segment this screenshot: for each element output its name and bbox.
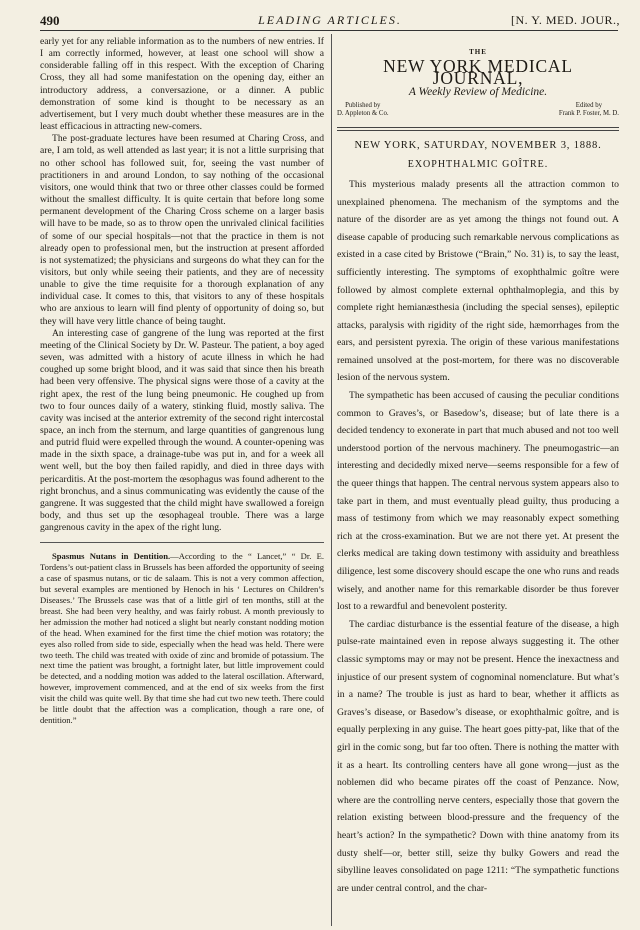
masthead-subtitle: A Weekly Review of Medicine. — [408, 86, 548, 99]
right-column — [337, 36, 619, 926]
publisher-block — [337, 102, 389, 118]
section-rule — [40, 542, 324, 543]
running-title: LEADING ARTICLES. — [258, 13, 402, 27]
article-title: EXOPHTHALMIC GOÎTRE. — [407, 158, 549, 170]
running-header — [40, 10, 620, 32]
edited-label: Edited by — [575, 101, 603, 109]
note-text: —According to the “ Lancet,” “ Dr. E. Tordens’s out-patient class in Brussels has been afforded the opportunity of seeing a case of spasmus nutans, or tic de salaam. This is not a very common affection, but several examples are mentioned by Henoch in his ‘ Lectures on Children’s Diseases.’ The Brussels case was that of a little girl of ten months, still at the breast. She had been very healthy, and was fairly robust. A month previously to her admission the mother had noticed a slight but nearly constant nodding motion of the head. When examined for the first time the chief motion was rotatory; the eyes also rolled from side to side, especially when the head was held. There were two teeth. The child was treated with oxide of zinc and bromide of potassium. The next time the patient was brought, a fortnight later, but little improvement could be detected, and a nodding motion was added to the lateral oscillation. Afterward, however, improvement commenced, and at the end of six weeks from the first visit the child was quite well. By that time she had cut two new teeth. There could be little doubt that the affection was a complication, though a rare one, of dentition.” — [40, 551, 324, 725]
masthead-credits — [337, 102, 619, 124]
editor-name: Frank P. Foster, M. D. — [558, 109, 619, 117]
masthead — [337, 46, 619, 99]
left-column — [40, 36, 324, 926]
journal-reference: [N. Y. MED. JOUR., — [510, 13, 620, 27]
spasmus-note — [40, 551, 324, 726]
published-label: Published by — [345, 101, 381, 109]
left-paragraph-2: The post-graduate lectures have been resumed at Charing Cross, and are, I am told, as well attended as last year; it is not a little surprising that no other school has followed suit, for, seeing the vast number of practitioners in and around London, to say nothing of the occasional visitors, one would think that two or three other classes could be formed without the smallest difficulty. It is quite certain that before long some permanent development of the Charing Cross scheme on a larger basis will have to be made, so as to throw open the unrivaled clinical facilities of some of our special hospitals—not that the practice in them is not already open to professional men, but the instruction at present afforded is not systematized; the physicians and surgeons do what they can for the visitors, but only while seeing their patients, and they are of necessity unable to give the time requisite for a thorough explanation of any individual case. It comes to this, that visitors to any of these hospitals who are anxious to learn will find plenty of opportunity of doing so, but they will have very little chance of being taught. — [40, 133, 324, 327]
dateline: NEW YORK, SATURDAY, NOVEMBER 3, 1888. — [354, 139, 602, 151]
publisher-name: D. Appleton & Co. — [337, 109, 389, 117]
article-paragraph-1: This mysterious malady presents all the attraction common to unexplained phenomena. The mechanism of the symptoms and the nature of the disorder are as yet among the things not found out. A disease capable of producing such remarkable nervous complications as existed in a case cited by Bristowe (“Brain,” No. 31) is, to say the least, sufficiently interesting. The symptoms of exophthalmic goître were followed by almost complete external ophthalmoplegia, and this by complete right hemianæsthesia (including the special senses), epileptic attacks, paralysis with rigidity of the right side, hæmorrhages from the ears, and persistent pyrexia. The origin of these various manifestations remained unsolved at the post-mortem, for there was no discoverable lesion of the nervous system. — [337, 178, 619, 384]
article-paragraph-2: The sympathetic has been accused of causing the peculiar conditions common to Graves’s, or Basedow’s, disease; but of late there is a decided tendency to exonerate in part that much abused and not too well understood portion of the nervous machinery. The pneumogastric—an interesting and decidedly mixed nerve—seems responsible for a few of the queer things that happen. The central nervous system appears also to take part in them, and must eventually plead guilty, thus producing a mass of testimony from which we may reasonably expect something rich at the cross-examination. But we are not there yet. At present the clerks medical are taking down testimony with assiduity and breathless diligence, lest some discovery should escape the one who runs and reads wisely, and another name for this remarkable disorder be thus forever lost to a rewardful and benevolent posterity. — [337, 390, 619, 613]
article-body — [337, 176, 619, 897]
page-number: 490 — [40, 13, 60, 28]
masthead-double-rule — [337, 127, 619, 131]
masthead-title: NEW YORK MEDICAL JOURNAL, — [383, 56, 573, 89]
column-divider — [331, 34, 332, 926]
note-heading: Spasmus Nutans in Dentition. — [52, 551, 171, 562]
left-paragraph-1: early yet for any reliable information as to the numbers of new entries. If I am correctly informed, however, at least one school will show a considerable falling off in this respect. With the exception of Charing Cross, they all had some manifestation on the opening day, either an introductory address, a conversazione, or a dinner. A public demonstration of some kind is thought to be necessary as an advertisement, but I very much doubt whether these measures are in the least efficacious in attracting new-comers. — [40, 36, 324, 133]
left-paragraph-3: An interesting case of gangrene of the lung was reported at the first meeting of the Clinical Society by Dr. W. Pasteur. The patient, a boy aged seven, was admitted with a history of acute illness in which he had coughed up some bright blood, and it was said that since then his breath had been very offensive. The physical signs were those of a cavity at the right apex, the rest of the lung being pneumonic. He coughed up from two to four ounces daily of a watery, stinking fluid, mostly saliva. The cavity was incised at the anterior extremity of the second right intercostal space, an inch from the sternum, and large quantities of gangrenous lung and putrid fluid were expelled through the wound. A counter-opening was made in the sixth space, a drainage-tube was put in, and for a week all went well, but the boy then failed rapidly, and died in three days with pericarditis. At the post-mortem the œsophagus was found adherent to the right bronchus, and a sinus communicating was evidently the cause of the gangrene. It was suggested that the child might have swallowed a foreign body, and thus set up the œsophageal trouble. There was a large gangrenous cavity in the apex of the right lung. — [40, 327, 324, 534]
article-paragraph-3: The cardiac disturbance is the essential feature of the disease, a high pulse-rate maintained even in repose always suggesting it. The other classic symptoms may or may not be present. Hence the inexactness and injustice of our present system of cognominal nomenclature. But what’s in a name? The trouble is just as hard to bear, whether it afflicts as Graves’s disease, or Basedow’s disease, or exophthalmic goître, and is equally perplexing in any guise. The heart goes pitty-pat, like that of the girl in the comic song, but far too often. There is nothing the matter with it as a heart. Its controlling centers have all gone wrong—just as the noblemen did who became pirates off the coast of Penzance. Now, where are the controlling nerve centers, especially those that govern the relation existing between blood-pressure and the frequency of the heart’s action? In the sympathetic? Down with thine anatomy from its dusty shelf—or, better still, seize thy bulky Gowers and read the sibylline leaves consolidated on page 1211: “The sympathetic functions are under central control, and the char- — [337, 618, 619, 894]
header-rule — [40, 30, 618, 31]
masthead-the: THE — [469, 48, 487, 56]
editor-block — [559, 102, 619, 118]
